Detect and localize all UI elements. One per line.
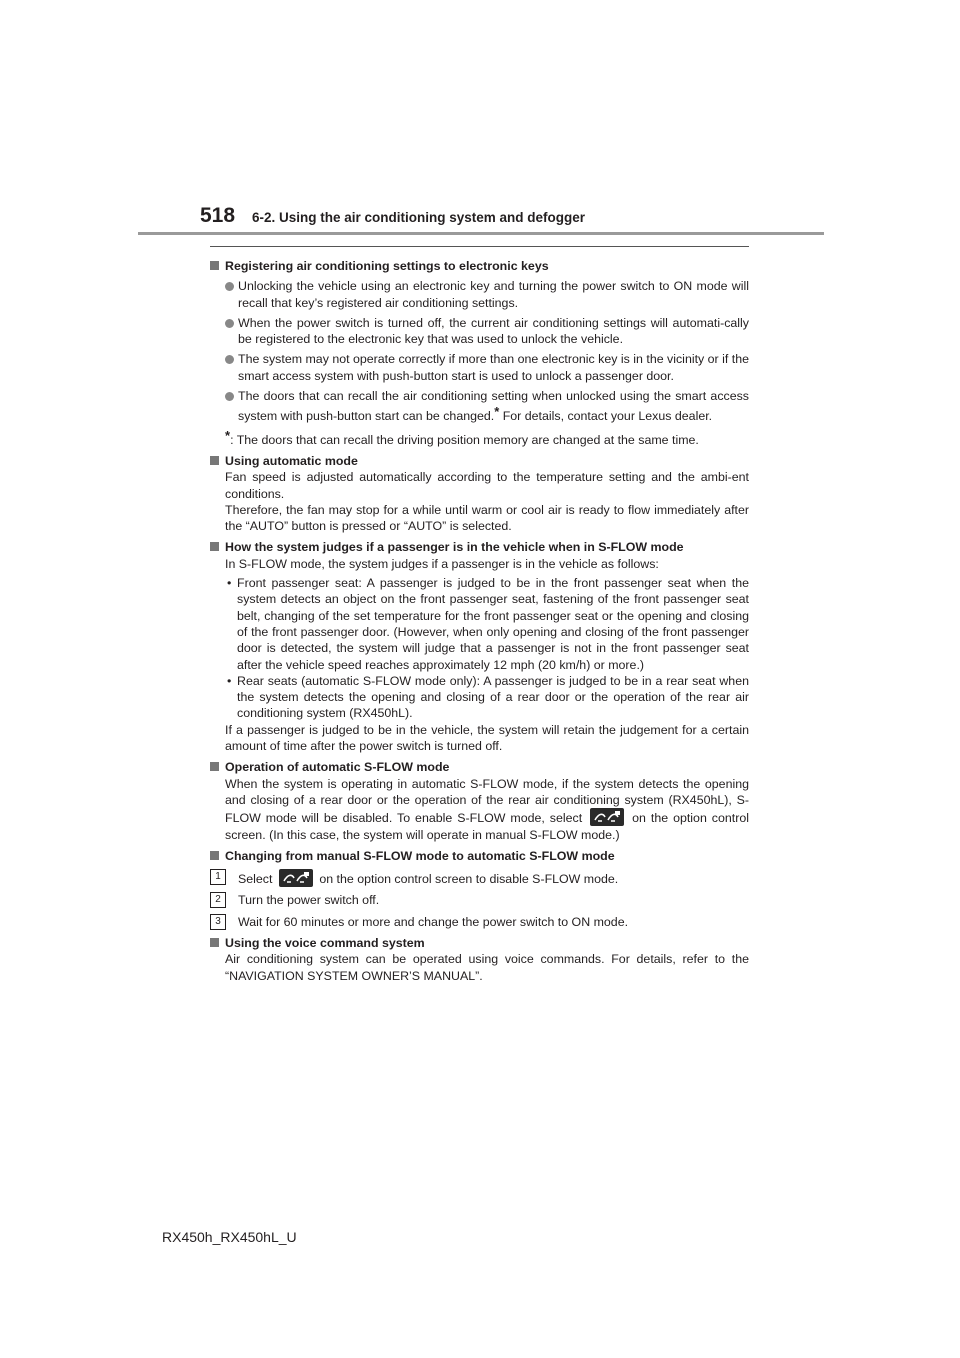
bullet-item: When the power switch is turned off, the current air conditioning settings will automati-cally be registered to the electronic key that was used to unlock the vehicle. <box>210 315 749 348</box>
step-item: 3 Wait for 60 minutes or more and change the power switch to ON mode. <box>210 914 749 930</box>
paragraph: Fan speed is adjusted automatically according to the temperature setting and the ambi-ent conditions. <box>225 470 749 501</box>
bullet-item: The doors that can recall the air conditioning setting when unlocked using the smart access system with push-button start can be changed.* For details, contact your Lexus dealer. <box>210 388 749 425</box>
list-item: • Rear seats (automatic S-FLOW mode only): A passenger is judged to be in a rear seat when the system detects the opening and closing of a rear door or the operation of the rear air conditioning system (RX450hL). <box>227 673 749 721</box>
paragraph: In S-FLOW mode, the system judges if a passenger is in the vehicle as follows: <box>225 556 659 571</box>
heading-voice-command: Using the voice command system <box>210 935 749 951</box>
section-title: 6-2. Using the air conditioning system and defogger <box>252 210 586 225</box>
round-bullet-icon <box>225 282 234 291</box>
square-bullet-icon <box>210 938 219 947</box>
paragraph: If a passenger is judged to be in the vehicle, the system will retain the judgement for a certain amount of time after the power switch is turned off. <box>225 722 749 754</box>
round-bullet-icon <box>225 392 234 401</box>
square-bullet-icon <box>210 456 219 465</box>
square-bullet-icon <box>210 762 219 771</box>
page-header <box>200 204 585 228</box>
list-item: • Front passenger seat: A passenger is judged to be in the front passenger seat when the system detects an object on the front passenger seat, fastening of the front passenger seat belt, changing of the set temperature for the front passenger seat or the opening and closing of the front passenger door. (However, when only opening and closing of the front passenger door is detected, the system will judge that a passenger is not in the front passenger seat after the vehicle speed reaches approximately 12 mph (20 km/h) or more.) <box>227 576 749 672</box>
heading-passenger-judgement: How the system judges if a passenger is in the vehicle when in S-FLOW mode <box>210 539 749 555</box>
heading-automatic-mode: Using automatic mode <box>210 453 749 469</box>
heading-registering: Registering air conditioning settings to electronic keys <box>210 258 749 274</box>
step-number: 1 <box>210 869 226 885</box>
header-rule <box>138 232 824 235</box>
footnote: *: The doors that can recall the driving position memory are changed at the same time. <box>225 427 699 447</box>
step-number: 2 <box>210 892 226 908</box>
square-bullet-icon <box>210 261 219 270</box>
content-top-rule <box>210 246 749 247</box>
content <box>210 258 749 984</box>
paragraph: When the system is operating in automatic S-FLOW mode, if the system detects the opening and closing of a rear door or the operation of the rear air conditioning system (RX450hL), S-FLOW mode will be disabled. To enable S-FLOW mode, select on the option control screen. (In this case, the system will operate in manual S-FLOW mode.) <box>225 776 749 842</box>
paragraph: Therefore, the fan may stop for a while until warm or cool air is ready to flow immediately after the “AUTO” button is pressed or “AUTO” is selected. <box>225 502 749 534</box>
bullet-item: The system may not operate correctly if more than one electronic key is in the vicinity or if the smart access system with push-button start is used to unlock a passenger door. <box>210 351 749 384</box>
round-bullet-icon <box>225 319 234 328</box>
bullet-item: Unlocking the vehicle using an electronic key and turning the power switch to ON mode will recall that key’s registered air conditioning settings. <box>210 278 749 311</box>
s-flow-button-icon <box>590 808 624 826</box>
step-item: 2 Turn the power switch off. <box>210 892 749 908</box>
step-item: 1 Select on the option control screen to disable S-FLOW mode. <box>210 869 749 887</box>
round-bullet-icon <box>225 355 234 364</box>
step-number: 3 <box>210 914 226 930</box>
page-number: 518 <box>200 204 236 227</box>
square-bullet-icon <box>210 851 219 860</box>
footnote-marker: * <box>494 404 500 420</box>
square-bullet-icon <box>210 542 219 551</box>
footer-model: RX450h_RX450hL_U <box>162 1229 297 1245</box>
paragraph: Air conditioning system can be operated using voice commands. For details, refer to the “NAVIGATION SYSTEM OWNER’S MANUAL”. <box>225 952 749 983</box>
heading-manual-to-auto: Changing from manual S-FLOW mode to automatic S-FLOW mode <box>210 848 749 864</box>
heading-automatic-s-flow: Operation of automatic S-FLOW mode <box>210 759 749 775</box>
s-flow-button-icon <box>279 869 313 887</box>
